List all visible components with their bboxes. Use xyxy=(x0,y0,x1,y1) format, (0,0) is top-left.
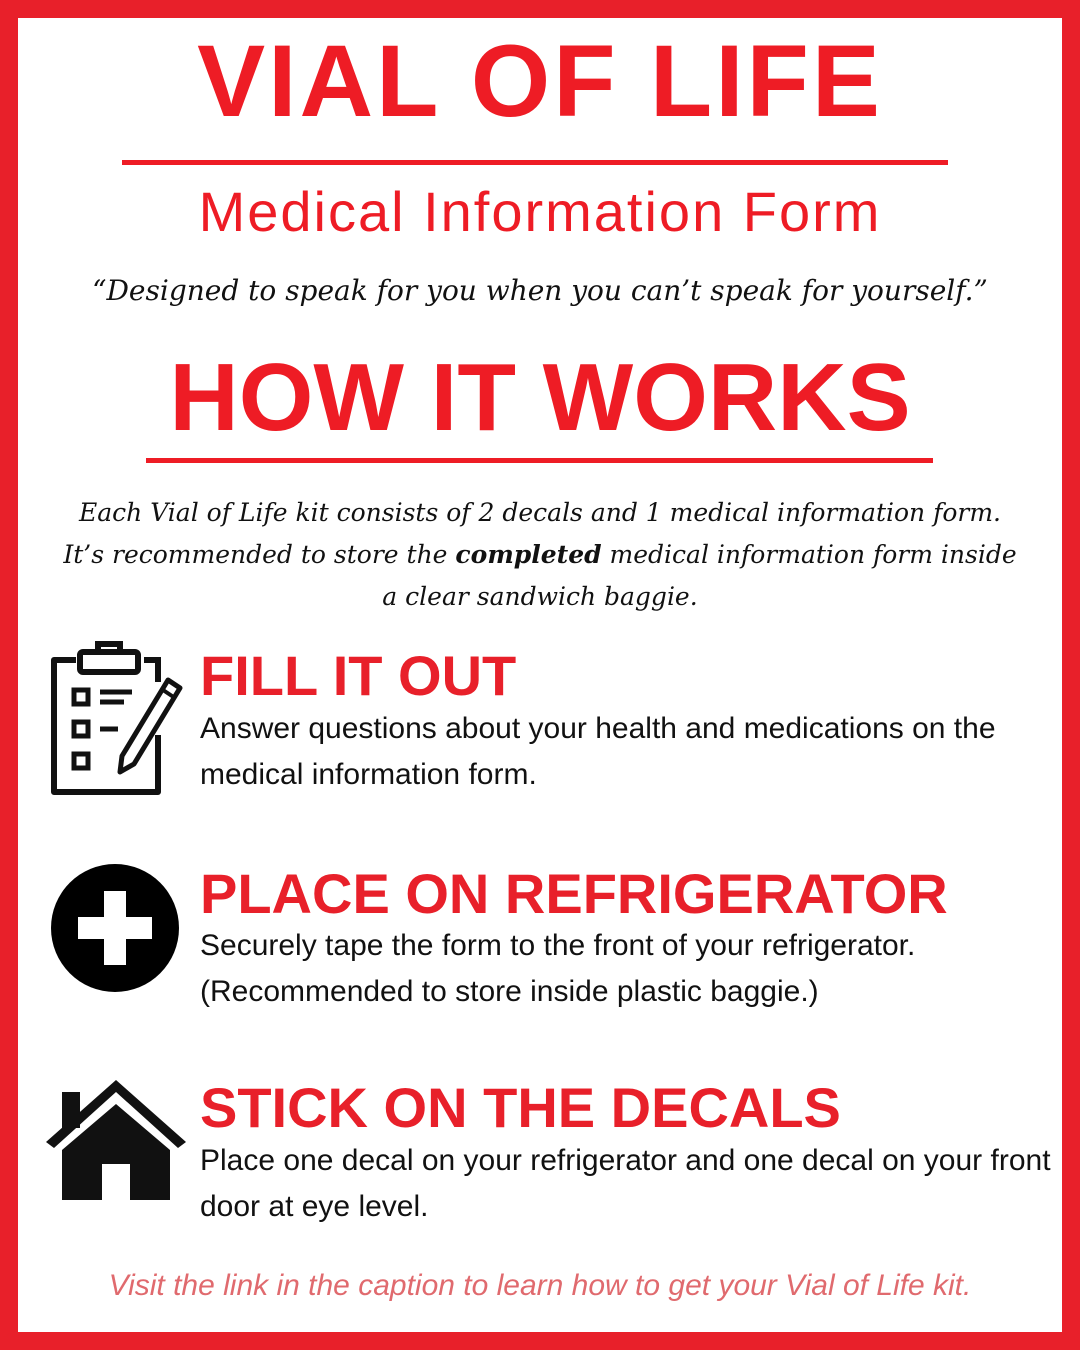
medical-cross-icon xyxy=(50,863,180,993)
intro-text-start: Each Vial of Life kit consists of 2 decals and 1 medical information form. It’s recommended to store the xyxy=(63,498,1002,569)
intro-paragraph xyxy=(60,492,1020,618)
step-title: PLACE ON REFRIGERATOR xyxy=(200,862,948,925)
step-description: Securely tape the form to the front of your refrigerator. (Recommended to store inside plastic baggie.) xyxy=(200,929,916,1008)
step-description: Answer questions about your health and medications on the medical information form. xyxy=(200,712,996,791)
section-divider xyxy=(146,458,933,463)
page-subtitle: Medical Information Form xyxy=(198,180,882,243)
step-description: Place one decal on your refrigerator and one decal on your front door at eye level. xyxy=(200,1144,1051,1223)
intro-text-end: medical information form inside a clear sandwich baggie. xyxy=(382,540,1017,611)
intro-text-bold: completed xyxy=(455,540,602,569)
page-title: VIAL OF LIFE xyxy=(197,24,883,138)
step-title: FILL IT OUT xyxy=(200,644,517,707)
section-heading: HOW IT WORKS xyxy=(169,344,911,451)
footer-caption: Visit the link in the caption to learn how to get your Vial of Life kit. xyxy=(108,1269,972,1302)
title-divider xyxy=(122,160,948,165)
tagline-quote: “Designed to speak for you when you can’t speak for yourself.” xyxy=(92,274,988,307)
house-icon xyxy=(44,1076,188,1202)
step-title: STICK ON THE DECALS xyxy=(200,1076,841,1139)
clipboard-checklist-icon xyxy=(48,640,188,800)
